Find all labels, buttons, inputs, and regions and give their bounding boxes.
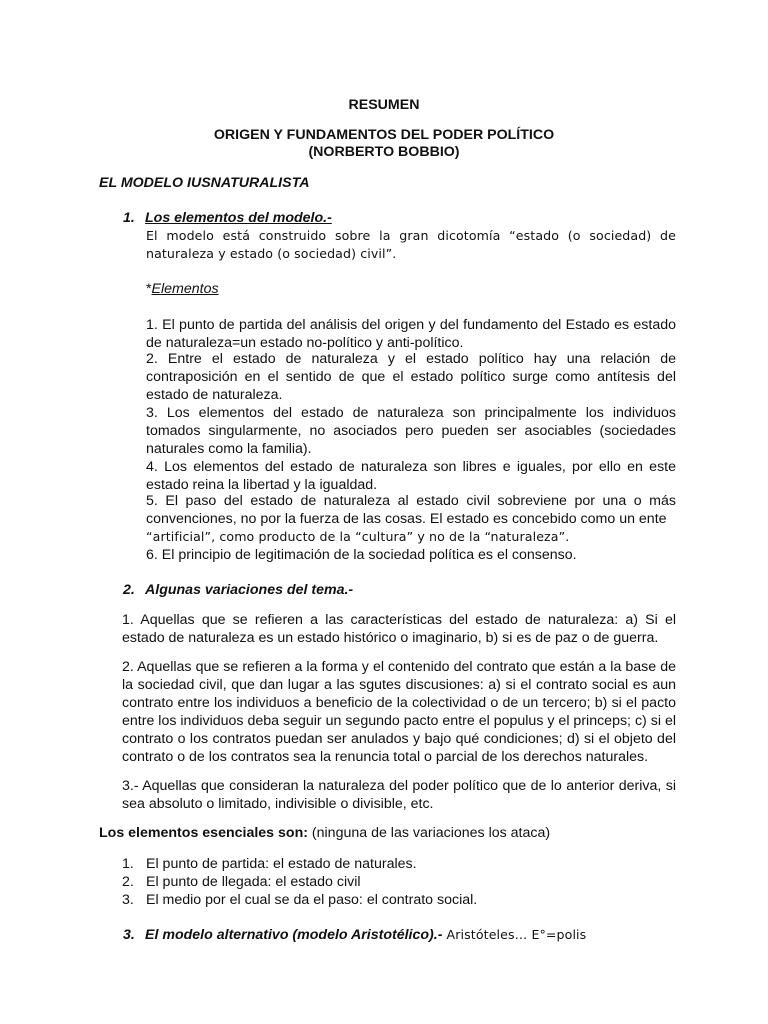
essentials-list-item	[122, 855, 417, 873]
essentials-list-item	[122, 873, 361, 891]
element-item-1: 1. El punto de partida del análisis del origen y del fundamento del Estado es estado de naturaleza=un estado no-político y anti-político.	[146, 317, 676, 351]
document-subtitle-line2: (NORBERTO BOBBIO)	[308, 144, 460, 160]
section3-title: El modelo alternativo (modelo Aristotélico).-	[145, 927, 443, 943]
elements-star: *	[146, 281, 152, 297]
document-subtitle-line1: ORIGEN Y FUNDAMENTOS DEL PODER POLÍTICO	[213, 127, 555, 143]
section2-number: 2.	[123, 582, 135, 598]
element-item-3: 3. Los elementos del estado de naturaleza son principalmente los individuos tomados singularmente, no asociados pero pueden ser asociables (sociedades naturales como la familia).	[146, 405, 676, 457]
essentials-item-number: 3.	[122, 892, 134, 908]
essentials-list-item	[122, 891, 477, 909]
model-heading: EL MODELO IUSNATURALISTA	[99, 175, 310, 191]
section3-number: 3.	[123, 927, 135, 943]
section2-title: Algunas variaciones del tema.-	[145, 582, 354, 598]
section1-heading	[123, 209, 332, 227]
section1-intro: El modelo está construido sobre la gran dicotomía “estado (o sociedad) de naturaleza y estado (o sociedad) civil”.	[146, 228, 676, 261]
element-item-4: 4. Los elementos del estado de naturaleza son libres e iguales, por ello en este estado reina la libertad y la igualdad.	[146, 459, 676, 493]
essentials-item-text: El medio por el cual se da el paso: el contrato social.	[146, 892, 478, 908]
variation-paragraph-2: 2. Aquellas que se refieren a la forma y el contenido del contrato que están a la base de la sociedad civil, que dan lugar a las sgutes discusiones: a) si el contrato social es aun contrato entre los individuos a beneficio de la colectividad o de un tercero; b) si el pacto entre los individuos deba seguir un segundo pacto entre el populus y el princeps; c) si el contrato o los contratos puedan ser anulados y bajo qué condiciones; d) si el objeto del contrato o de los contratos sea la renuncia total o parcial de los derechos naturales.	[122, 659, 676, 765]
variation-paragraph-1: 1. Aquellas que se refieren a las características del estado de naturaleza: a) Si el estado de naturaleza es un estado histórico o imaginario, b) si es de paz o de guerra.	[122, 612, 676, 646]
element-item-5: 5. El paso del estado de naturaleza al estado civil sobreviene por una o más convenciones, no por la fuerza de las cosas. El estado es concebido como un ente	[146, 493, 676, 527]
section1-title: Los elementos del modelo.-	[145, 210, 332, 226]
elements-label-text: Elementos	[151, 281, 219, 297]
element-item-6: 6. El principio de legitimación de la sociedad política es el consenso.	[146, 547, 577, 563]
section2-heading	[123, 581, 353, 599]
essentials-item-number: 1.	[122, 856, 134, 872]
essentials-note: (ninguna de las variaciones los ataca)	[307, 825, 551, 841]
document-title: RESUMEN	[348, 97, 420, 113]
element-item-2: 2. Entre el estado de naturaleza y el estado político hay una relación de contraposición en el sentido de que el estado político surge como antítesis del estado de naturaleza.	[146, 351, 676, 403]
essentials-label: Los elementos esenciales son:	[99, 825, 308, 841]
elements-label	[146, 280, 219, 298]
section3-tail: Aristóteles… E°=polis	[442, 927, 587, 942]
section3-heading	[123, 926, 586, 944]
essentials-item-text: El punto de partida: el estado de naturales.	[146, 856, 417, 872]
essentials-heading	[99, 824, 550, 842]
variation-paragraph-3: 3.- Aquellas que consideran la naturaleza del poder político que de lo anterior deriva, si sea absoluto o limitado, indivisible o divisible, etc.	[122, 778, 676, 812]
section1-number: 1.	[123, 210, 135, 226]
essentials-item-text: El punto de llegada: el estado civil	[146, 874, 361, 890]
essentials-item-number: 2.	[122, 874, 134, 890]
element-item-5-cont: “artificial”, como producto de la “cultura” y no de la “naturaleza”.	[146, 529, 570, 544]
